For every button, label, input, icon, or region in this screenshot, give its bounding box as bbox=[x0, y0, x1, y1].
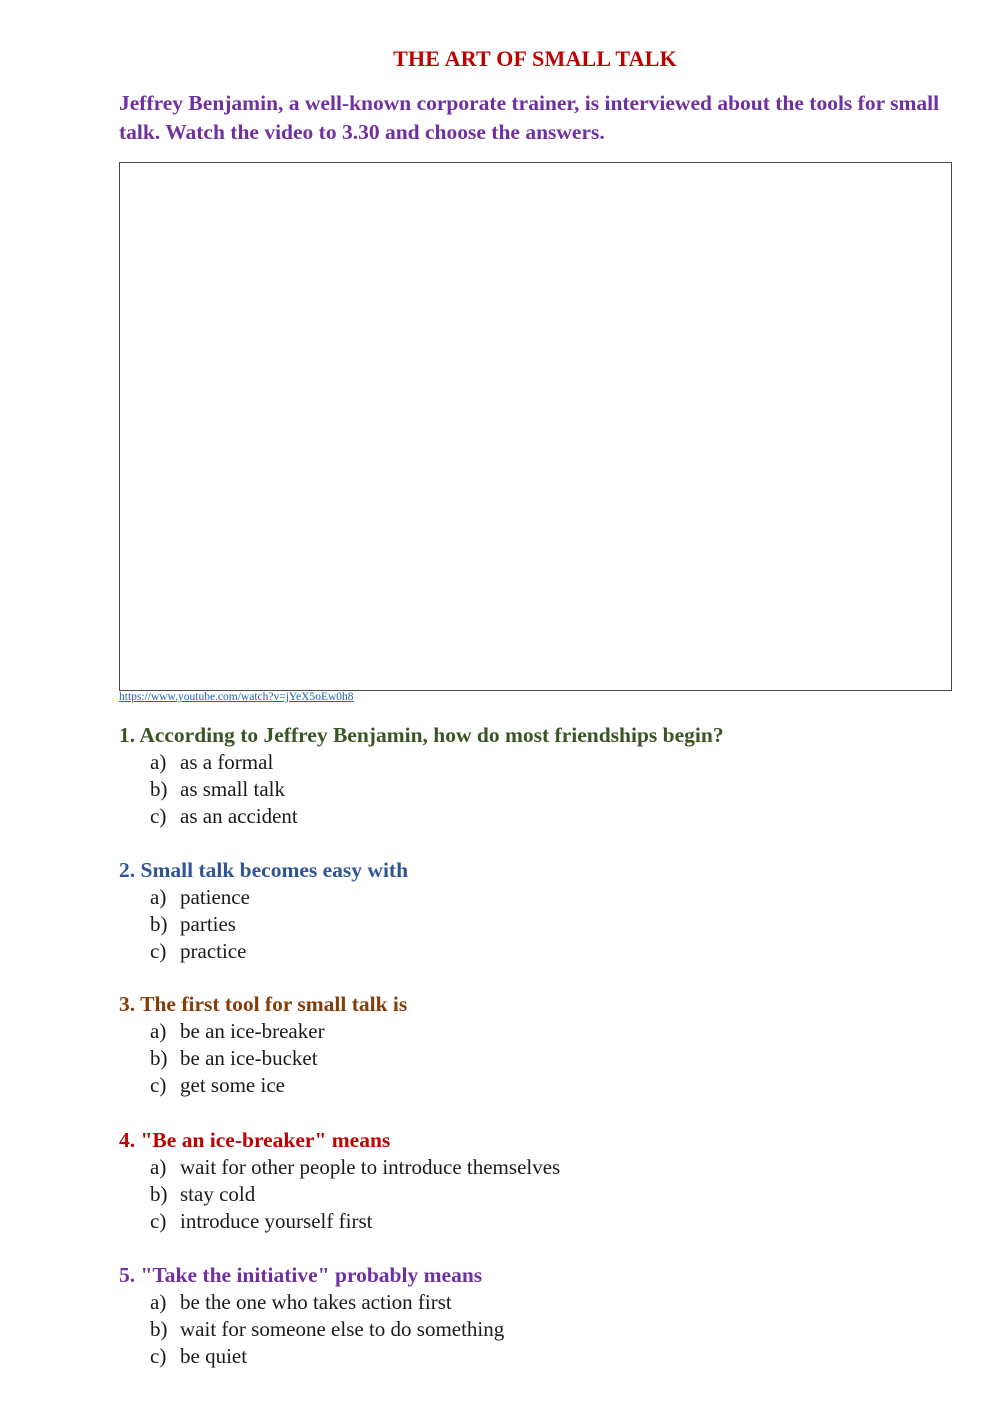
question-4 bbox=[119, 1126, 979, 1235]
option-item[interactable] bbox=[150, 1154, 979, 1181]
option-text: as an accident bbox=[180, 804, 298, 828]
option-letter: a) bbox=[150, 1019, 167, 1043]
option-item[interactable] bbox=[150, 1181, 979, 1208]
option-text: introduce yourself first bbox=[180, 1209, 373, 1233]
option-letter: a) bbox=[150, 1290, 167, 1314]
option-text: as a formal bbox=[180, 750, 274, 774]
option-letter: b) bbox=[150, 1317, 168, 1341]
option-letter: b) bbox=[150, 1046, 168, 1070]
option-text: be quiet bbox=[180, 1344, 248, 1368]
option-letter: c) bbox=[150, 1344, 167, 1368]
option-item[interactable] bbox=[150, 776, 979, 803]
option-list bbox=[119, 1018, 979, 1099]
question-text: 2. Small talk becomes easy with bbox=[119, 858, 409, 882]
option-item[interactable] bbox=[150, 1072, 979, 1099]
option-list bbox=[119, 1154, 979, 1235]
question-text: 3. The first tool for small talk is bbox=[119, 992, 408, 1016]
question-text: 1. According to Jeffrey Benjamin, how do most friendships begin? bbox=[119, 723, 724, 747]
page-title: THE ART OF SMALL TALK bbox=[393, 46, 677, 71]
option-letter: b) bbox=[150, 912, 168, 936]
option-item[interactable] bbox=[150, 1018, 979, 1045]
option-letter: b) bbox=[150, 777, 168, 801]
option-text: stay cold bbox=[180, 1182, 256, 1206]
option-text: wait for other people to introduce themselves bbox=[180, 1155, 561, 1179]
option-item[interactable] bbox=[150, 1208, 979, 1235]
option-letter: a) bbox=[150, 885, 167, 909]
option-text: practice bbox=[180, 939, 247, 963]
option-letter: c) bbox=[150, 939, 167, 963]
question-1 bbox=[119, 721, 979, 830]
option-item[interactable] bbox=[150, 1316, 979, 1343]
option-letter: a) bbox=[150, 1155, 167, 1179]
option-letter: c) bbox=[150, 1073, 167, 1097]
option-list bbox=[119, 884, 979, 965]
question-text: 5. "Take the initiative" probably means bbox=[119, 1263, 483, 1287]
option-list bbox=[119, 1289, 979, 1370]
option-text: be an ice-bucket bbox=[180, 1046, 318, 1070]
option-letter: a) bbox=[150, 750, 167, 774]
question-2 bbox=[119, 856, 979, 965]
option-text: parties bbox=[180, 912, 236, 936]
question-5 bbox=[119, 1261, 979, 1370]
option-letter: c) bbox=[150, 1209, 167, 1233]
option-item[interactable] bbox=[150, 803, 979, 830]
video-link[interactable]: https://www.youtube.com/watch?v=jYeX5oEw0h8 bbox=[119, 691, 354, 703]
option-text: be an ice-breaker bbox=[180, 1019, 325, 1043]
option-item[interactable] bbox=[150, 884, 979, 911]
option-item[interactable] bbox=[150, 938, 979, 965]
option-item[interactable] bbox=[150, 749, 979, 776]
option-item[interactable] bbox=[150, 1343, 979, 1370]
question-text: 4. "Be an ice-breaker" means bbox=[119, 1128, 391, 1152]
option-list bbox=[119, 749, 979, 830]
option-text: be the one who takes action first bbox=[180, 1290, 452, 1314]
video-embed-frame[interactable] bbox=[119, 162, 952, 691]
question-3 bbox=[119, 990, 979, 1099]
option-letter: b) bbox=[150, 1182, 168, 1206]
intro-instructions: Jeffrey Benjamin, a well-known corporate trainer, is interviewed about the tools for small talk. Watch the video to 3.30 and choose the answers. bbox=[119, 91, 940, 144]
option-letter: c) bbox=[150, 804, 167, 828]
option-item[interactable] bbox=[150, 1289, 979, 1316]
option-item[interactable] bbox=[150, 1045, 979, 1072]
option-text: as small talk bbox=[180, 777, 285, 801]
option-text: patience bbox=[180, 885, 250, 909]
option-text: get some ice bbox=[180, 1073, 285, 1097]
option-text: wait for someone else to do something bbox=[180, 1317, 505, 1341]
option-item[interactable] bbox=[150, 911, 979, 938]
